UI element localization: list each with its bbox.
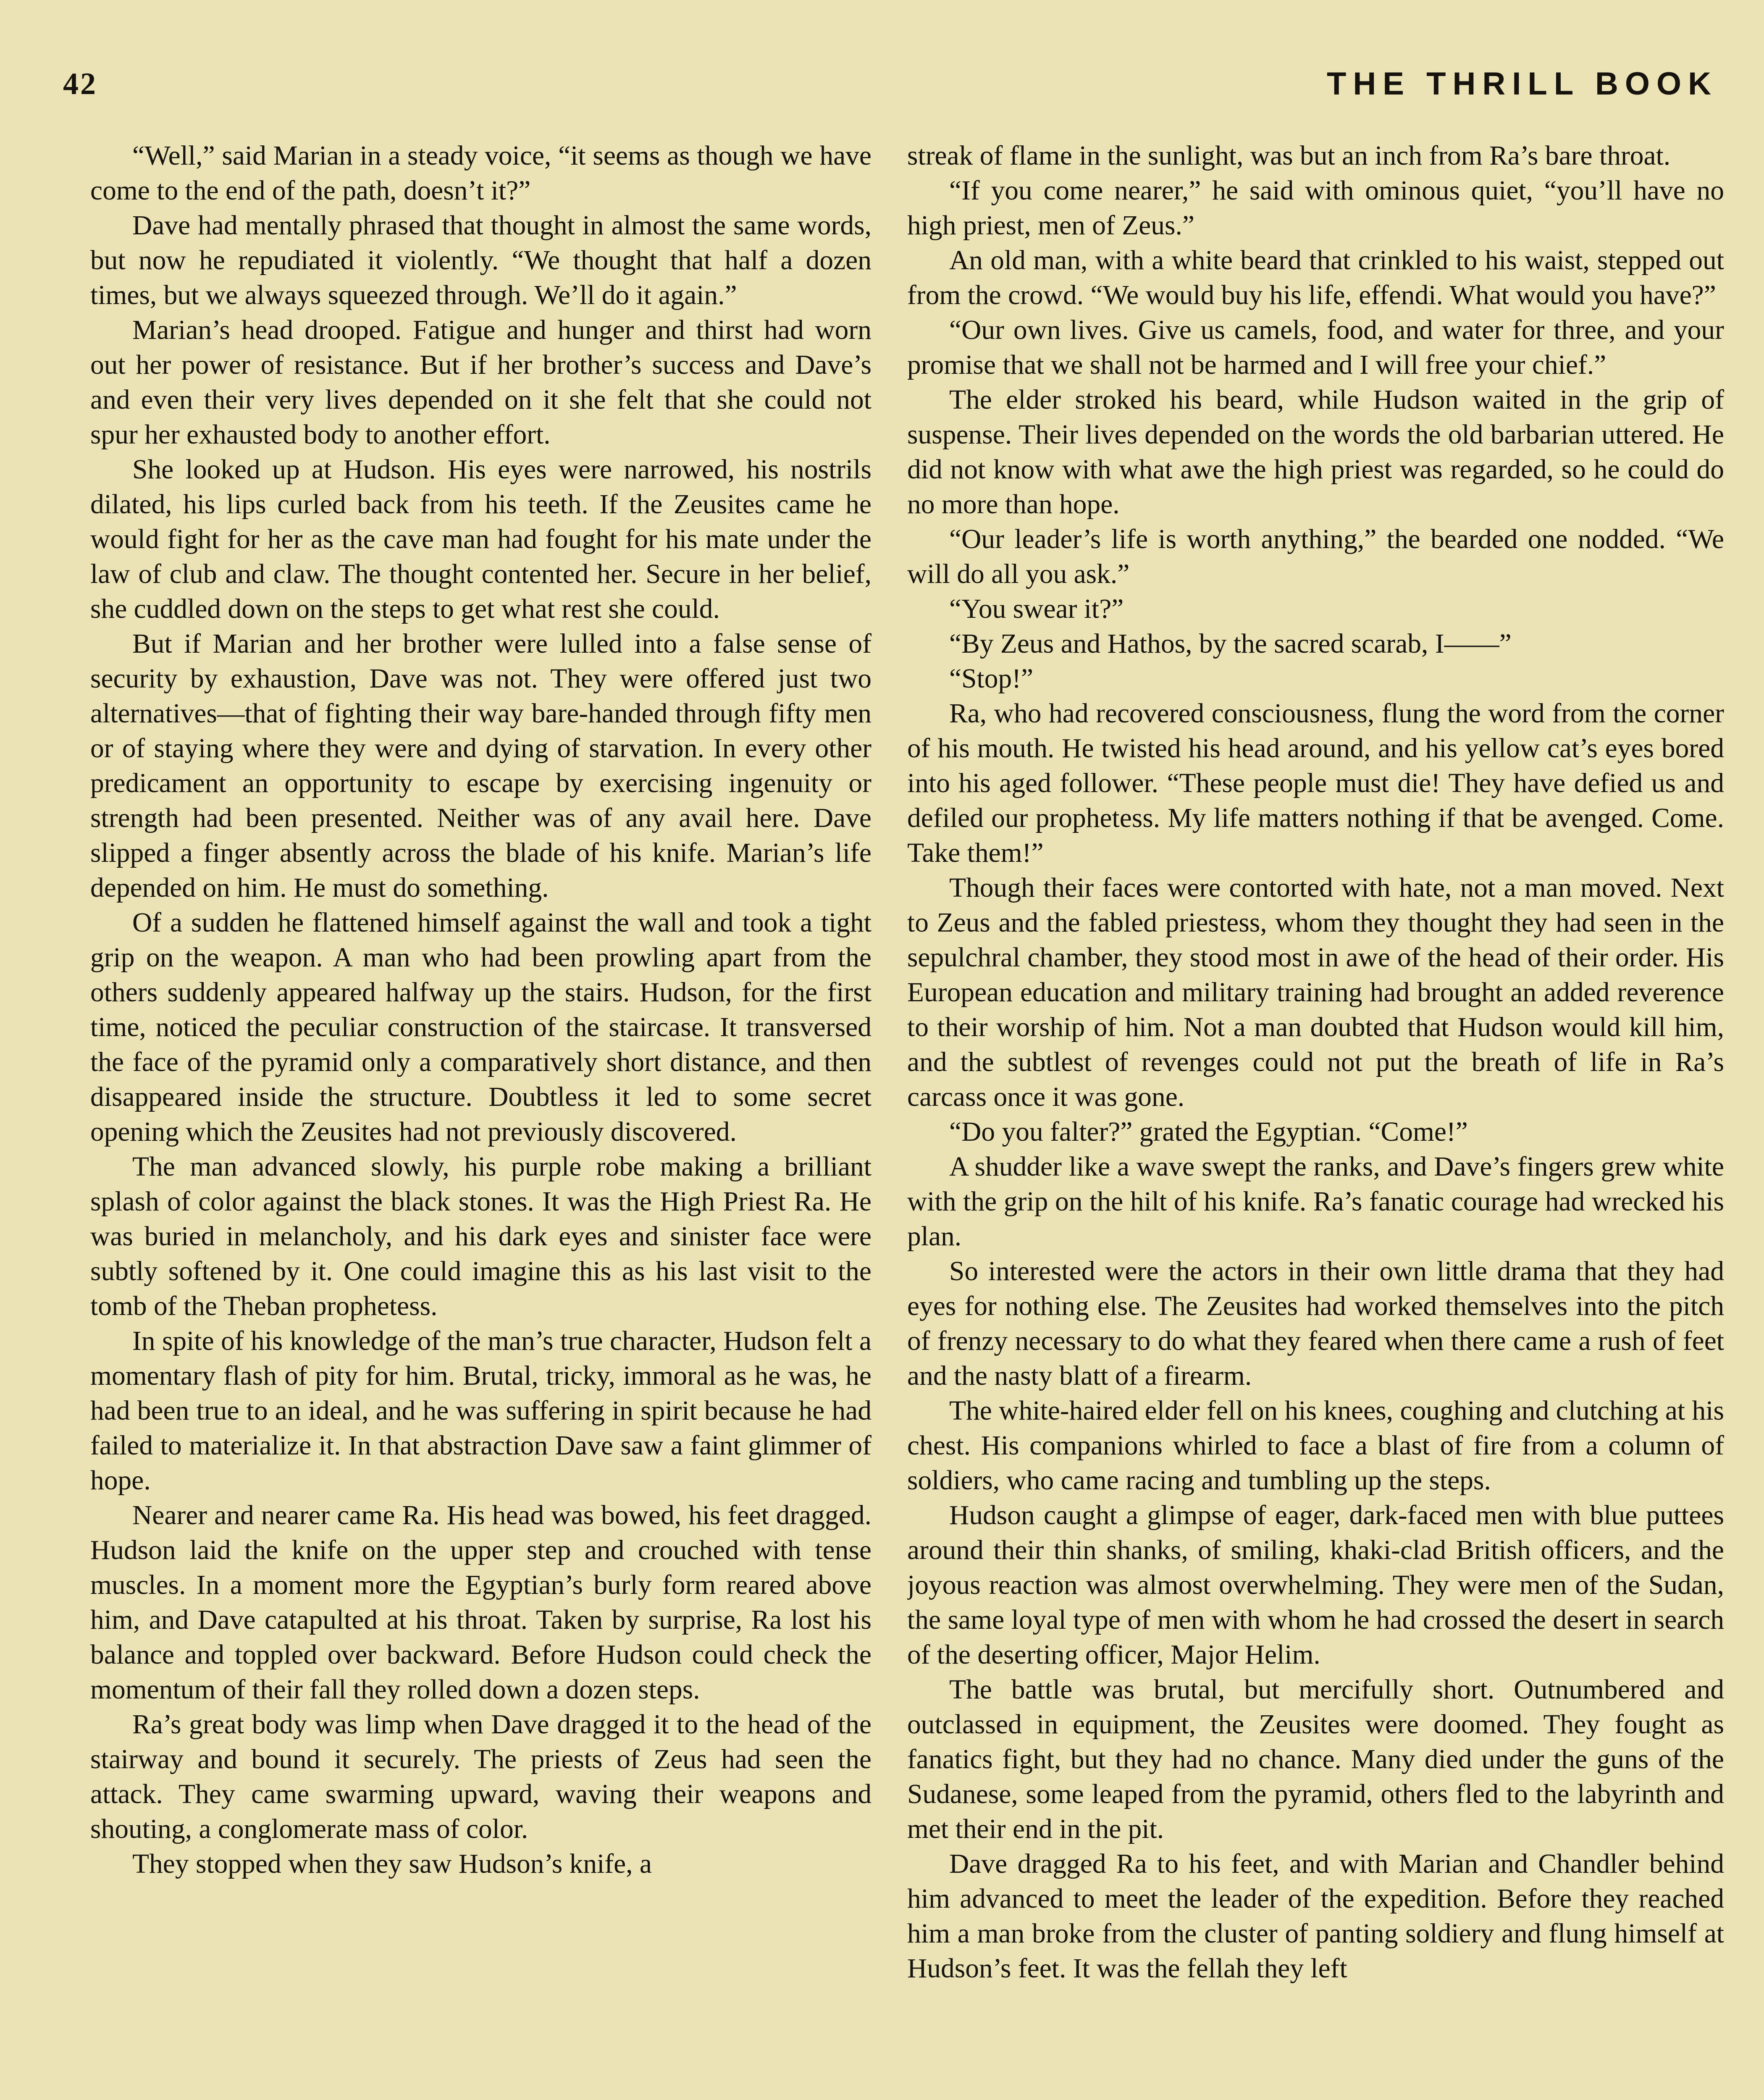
right-column xyxy=(907,139,1724,2100)
paragraph: Dave had mentally phrased that thought in almost the same words, but now he repudiated it violently. “We thought that half a dozen times, but we always squeezed through. We’ll do it again.” xyxy=(90,210,872,310)
paragraph: The elder stroked his beard, while Hudson waited in the grip of suspense. Their lives depended on the words the old barbarian uttered. He did not know with what awe the high priest was regarded, so he could do no more than hope. xyxy=(907,385,1724,520)
paragraph: They stopped when they saw Hudson’s knife, a xyxy=(132,1849,652,1879)
paragraph: Though their faces were contorted with hate, not a man moved. Next to Zeus and the fabled priestess, whom they thought they had seen in the sepulchral chamber, they stood most in awe of the head of their order. His European education and military training had brought an added reverence to their worship of him. Not a man doubted that Hudson would kill him, and the subtlest of revenges could not put the breath of life in Ra’s carcass once it was gone. xyxy=(907,873,1724,1112)
paragraph: “Well,” said Marian in a steady voice, “it seems as though we have come to the end of the path, doesn’t it?” xyxy=(90,141,872,206)
paragraph: “By Zeus and Hathos, by the sacred scarab, I——” xyxy=(949,629,1512,659)
paragraph: So interested were the actors in their own little drama that they had eyes for nothing else. The Zeusites had worked themselves into the pitch of frenzy necessary to do what they feared when there came a rush of feet and the nasty blatt of a firearm. xyxy=(907,1256,1724,1391)
paragraph: Of a sudden he flattened himself against the wall and took a tight grip on the weapon. A man who had been prowling apart from the others suddenly appeared halfway up the stairs. Hudson, for the first time, noticed the peculiar construction of the staircase. It transversed the face of the pyramid only a comparatively short distance, and then disappeared inside the structure. Doubtless it led to some secret opening which the Zeusites had not previously discovered. xyxy=(90,908,872,1147)
paragraph: “Our own lives. Give us camels, food, and water for three, and your promise that we shall not be harmed and I will free your chief.” xyxy=(907,315,1724,380)
left-column xyxy=(90,139,872,2100)
magazine-title: THE THRILL BOOK xyxy=(1326,66,1718,102)
paragraph: The white-haired elder fell on his knees, coughing and clutching at his chest. His companions whirled to face a blast of fire from a column of soldiers, who came racing and tumbling up the steps. xyxy=(907,1396,1724,1496)
page-number: 42 xyxy=(63,67,97,101)
paragraph: An old man, with a white beard that crinkled to his waist, stepped out from the crowd. “We would buy his life, effendi. What would you have?” xyxy=(907,245,1724,310)
paragraph: She looked up at Hudson. His eyes were narrowed, his nostrils dilated, his lips curled back from his teeth. If the Zeusites came he would fight for her as the cave man had fought for his mate under the law of club and claw. The thought contented her. Secure in her belief, she cuddled down on the steps to get what rest she could. xyxy=(90,454,872,624)
paragraph: The battle was brutal, but mercifully short. Outnumbered and outclassed in equipment, the Zeusites were doomed. They fought as fanatics fight, but they had no chance. Many died under the guns of the Sudanese, some leaped from the pyramid, others fled to the labyrinth and met their end in the pit. xyxy=(907,1675,1724,1844)
paragraph: streak of flame in the sunlight, was but an inch from Ra’s bare throat. xyxy=(907,141,1671,171)
paragraph: “Stop!” xyxy=(949,664,1034,694)
paragraph: Ra, who had recovered consciousness, flung the word from the corner of his mouth. He twisted his head around, and his yellow cat’s eyes bored into his aged follower. “These people must die! They have defied us and defiled our prophetess. My life matters nothing if that be avenged. Come. Take them!” xyxy=(907,698,1724,868)
paragraph: Marian’s head drooped. Fatigue and hunger and thirst had worn out her power of resistance. But if her brother’s success and Dave’s and even their very lives depended on it she felt that she could not spur her exhausted body to another effort. xyxy=(90,315,872,450)
paragraph: “Do you falter?” grated the Egyptian. “Come!” xyxy=(949,1117,1468,1147)
paragraph: “If you come nearer,” he said with ominous quiet, “you’ll have no high priest, men of Zeus.” xyxy=(907,176,1724,241)
paragraph: “Our leader’s life is worth anything,” the bearded one nodded. “We will do all you ask.” xyxy=(907,524,1724,589)
paragraph: Ra’s great body was limp when Dave dragged it to the head of the stairway and bound it securely. The priests of Zeus had seen the attack. They came swarming upward, waving their weapons and shouting, a conglomerate mass of color. xyxy=(90,1709,872,1844)
paragraph: Hudson caught a glimpse of eager, dark-faced men with blue puttees around their thin shanks, of smiling, khaki-clad British officers, and the joyous reaction was almost overwhelming. They were men of the Sudan, the same loyal type of men with whom he had crossed the desert in search of the deserting officer, Major Helim. xyxy=(907,1500,1724,1670)
paragraph: Nearer and nearer came Ra. His head was bowed, his feet dragged. Hudson laid the knife on the upper step and crouched with tense muscles. In a moment more the Egyptian’s burly form reared above him, and Dave catapulted at his throat. Taken by surprise, Ra lost his balance and toppled over backward. Before Hudson could check the momentum of their fall they rolled down a dozen steps. xyxy=(90,1500,872,1705)
page-header xyxy=(63,63,1718,109)
paragraph: But if Marian and her brother were lulled into a false sense of security by exhaustion, Dave was not. They were offered just two alternatives—that of fighting their way bare-handed through fifty men or of staying where they were and dying of starvation. In every other predicament an opportunity to escape by exercising ingenuity or strength had been presented. Neither was of any avail here. Dave slipped a finger absently across the blade of his knife. Marian’s life depended on him. He must do something. xyxy=(90,629,872,903)
paragraph: A shudder like a wave swept the ranks, and Dave’s fingers grew white with the grip on the hilt of his knife. Ra’s fanatic courage had wrecked his plan. xyxy=(907,1152,1724,1252)
paragraph: Dave dragged Ra to his feet, and with Marian and Chandler behind him advanced to meet the leader of the expedition. Before they reached him a man broke from the cluster of panting soldiery and flung himself at Hudson’s feet. It was the fellah they left xyxy=(907,1849,1724,1984)
paragraph: In spite of his knowledge of the man’s true character, Hudson felt a momentary flash of pity for him. Brutal, tricky, immoral as he was, he had been true to an ideal, and he was suffering in spirit because he had failed to materialize it. In that abstraction Dave saw a faint glimmer of hope. xyxy=(90,1326,872,1496)
paragraph: The man advanced slowly, his purple robe making a brilliant splash of color against the black stones. It was the High Priest Ra. He was buried in melancholy, and his dark eyes and sinister face were subtly softened by it. One could imagine this as his last visit to the tomb of the Theban prophetess. xyxy=(90,1152,872,1321)
paragraph: “You swear it?” xyxy=(949,594,1124,624)
